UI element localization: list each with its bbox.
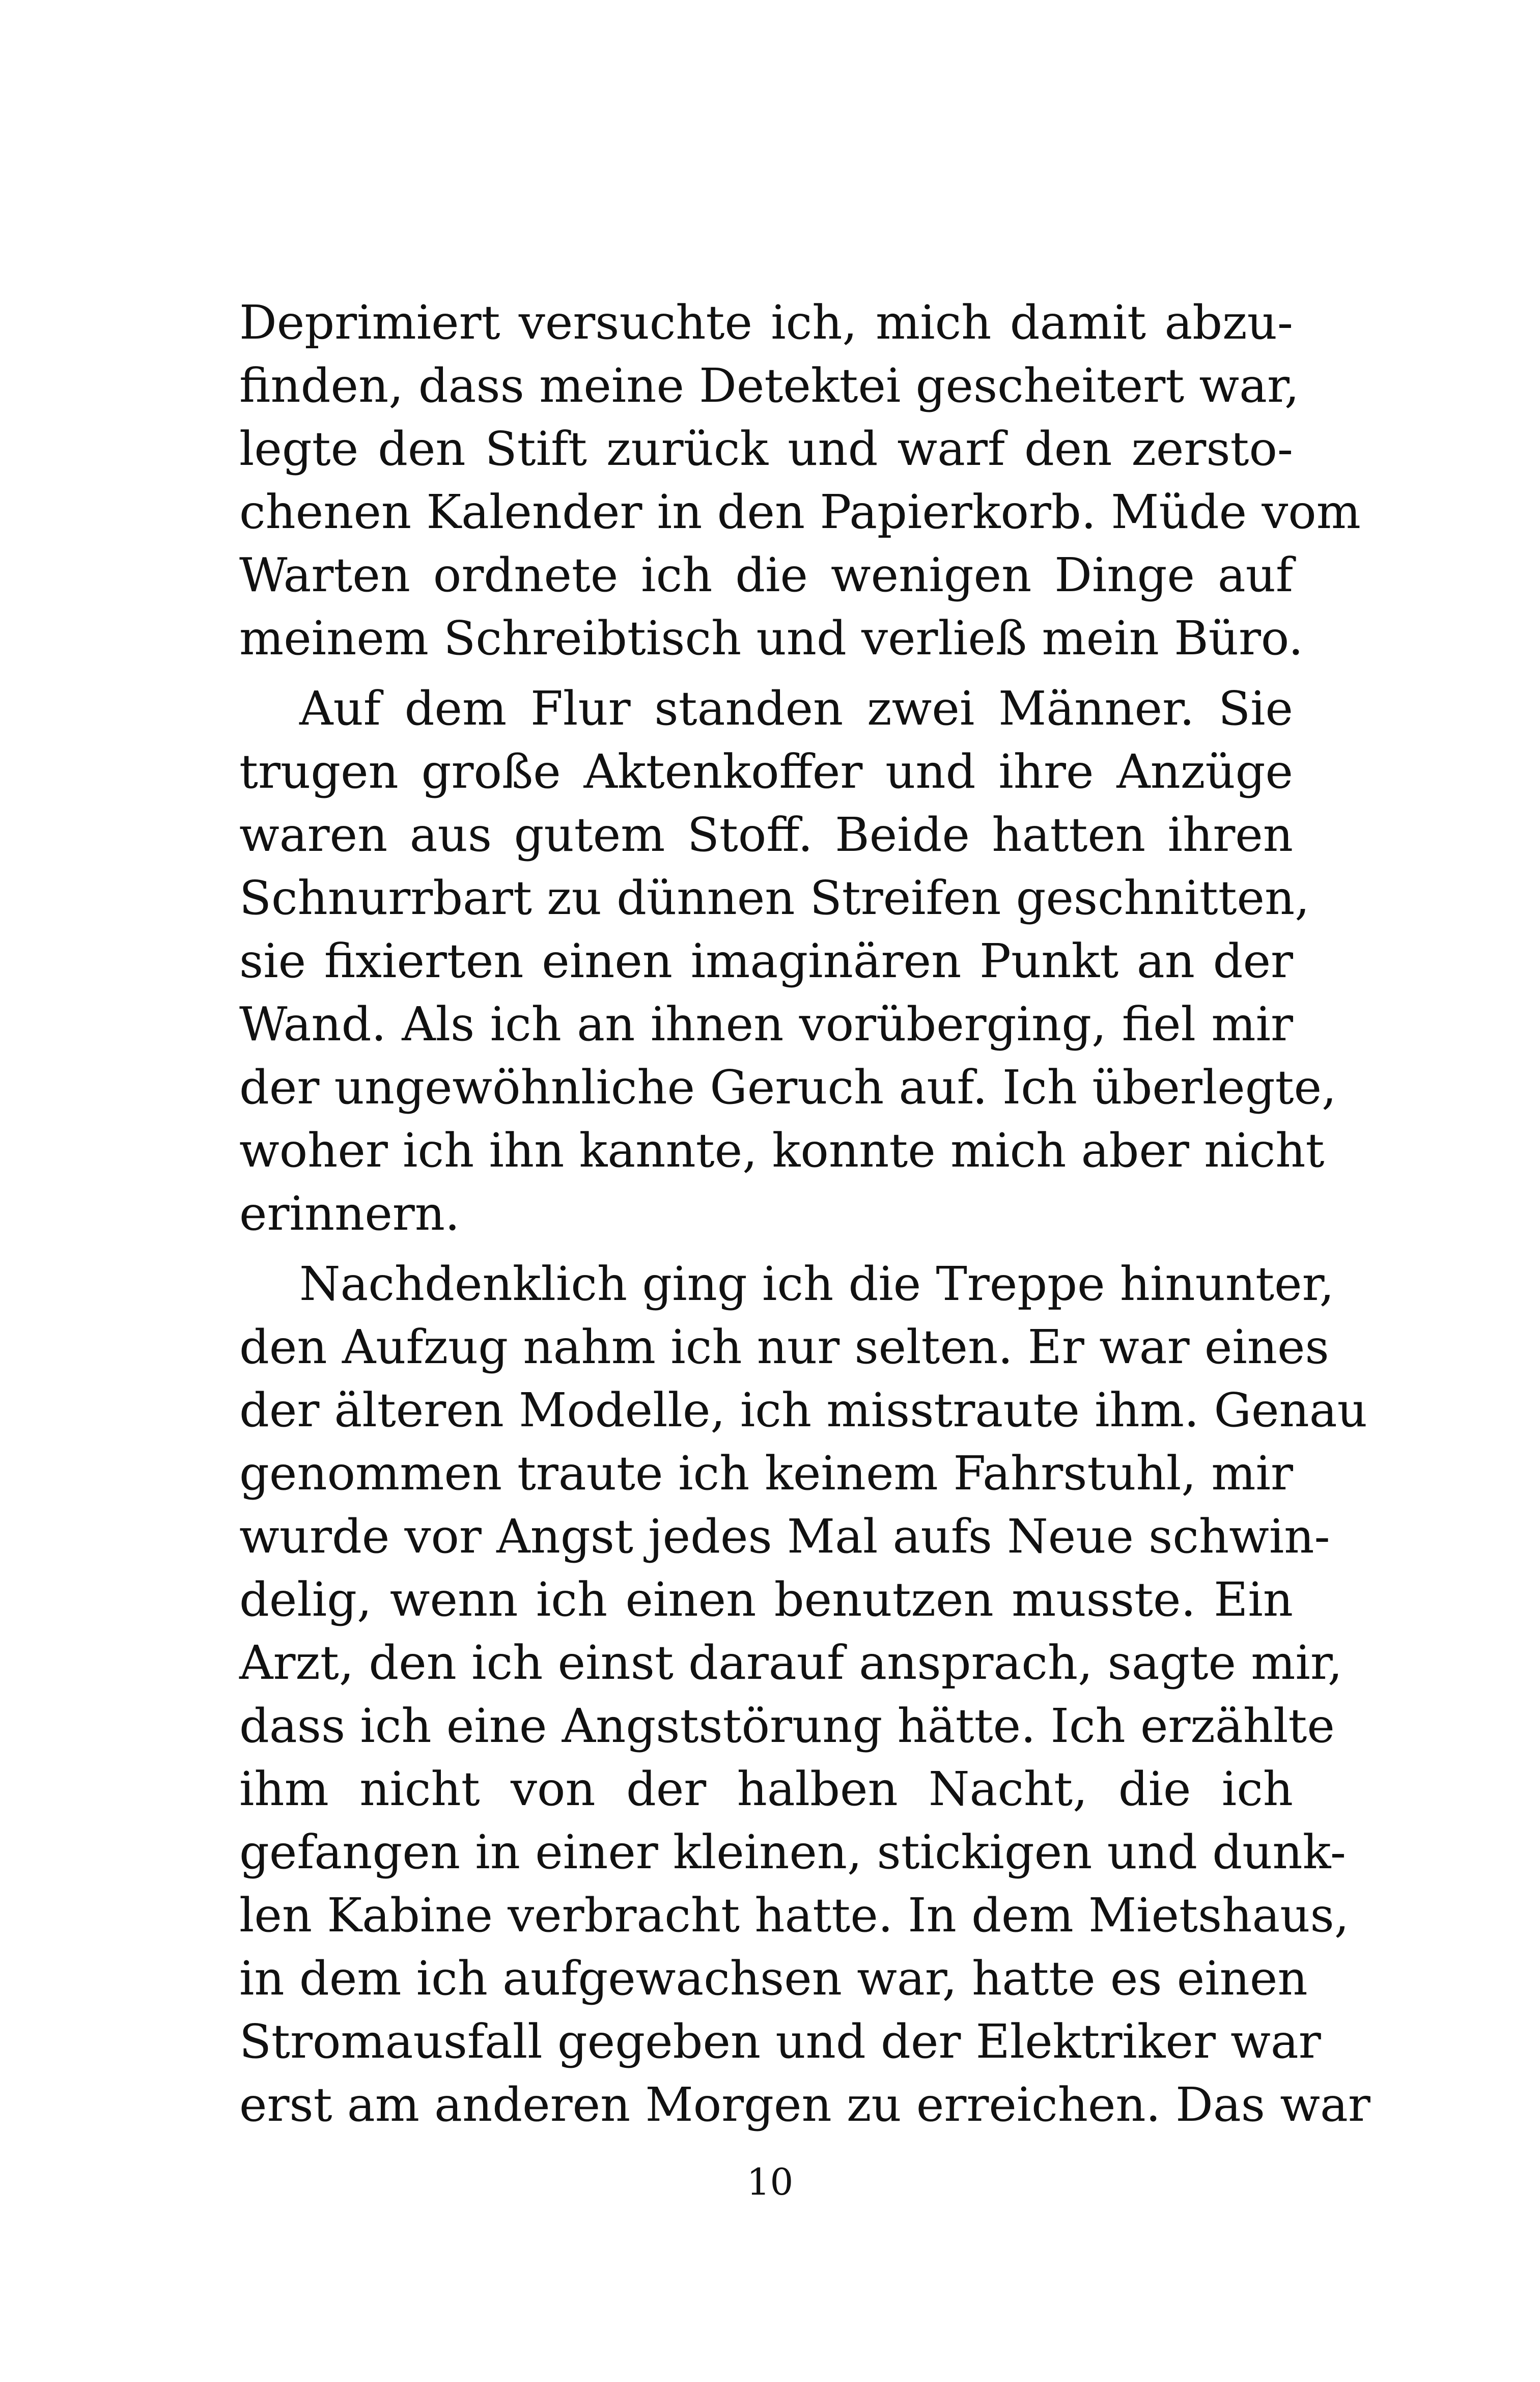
text-line: der ungewöhnliche Geruch auf. Ich überlegte, bbox=[239, 1060, 1337, 1115]
paragraph-gap bbox=[239, 1245, 1293, 1253]
text-line: in dem ich aufgewachsen war, hatte es einen bbox=[239, 1951, 1308, 2006]
text-line: Arzt, den ich einst darauf ansprach, sagte mir, bbox=[239, 1636, 1342, 1690]
text-line: wurde vor Angst jedes Mal aufs Neue schwin- bbox=[239, 1509, 1330, 1564]
text-line: waren aus gutem Stoff. Beide hatten ihren bbox=[239, 808, 1293, 862]
text-line: genommen traute ich keinem Fahrstuhl, mir bbox=[239, 1446, 1293, 1501]
text-line: trugen große Aktenkoffer und ihre Anzüge bbox=[239, 744, 1293, 799]
text-line: len Kabine verbracht hatte. In dem Mietshaus, bbox=[239, 1888, 1350, 1943]
text-line: erst am anderen Morgen zu erreichen. Das war bbox=[239, 2078, 1370, 2132]
text-line: den Aufzug nahm ich nur selten. Er war eines bbox=[239, 1320, 1329, 1374]
text-line: ihm nicht von der halben Nacht, die ich bbox=[239, 1762, 1293, 1816]
paragraph-gap bbox=[239, 670, 1293, 677]
text-line: sie fixierten einen imaginären Punkt an der bbox=[239, 934, 1293, 988]
page-number: 10 bbox=[746, 2161, 794, 2203]
text-line: der älteren Modelle, ich misstraute ihm. Genau bbox=[239, 1383, 1367, 1437]
text-line: finden, dass meine Detektei gescheitert war, bbox=[239, 358, 1300, 413]
text-line: chenen Kalender in den Papierkorb. Müde vom bbox=[239, 485, 1361, 539]
text-line: Auf dem Flur standen zwei Männer. Sie bbox=[299, 681, 1293, 736]
text-line: Stromausfall gegeben und der Elektriker war bbox=[239, 2014, 1321, 2069]
text-line: Wand. Als ich an ihnen vorüberging, fiel mir bbox=[239, 997, 1293, 1051]
text-line: erinnern. bbox=[239, 1186, 460, 1241]
text-line: gefangen in einer kleinen, stickigen und dunk- bbox=[239, 1825, 1346, 1879]
text-line: Schnurrbart zu dünnen Streifen geschnitten, bbox=[239, 871, 1310, 925]
text-line: meinem Schreibtisch und verließ mein Büro. bbox=[239, 611, 1303, 666]
text-line: woher ich ihn kannte, konnte mich aber nicht bbox=[239, 1123, 1325, 1178]
body-text bbox=[239, 291, 1370, 2137]
text-line: delig, wenn ich einen benutzen musste. Ein bbox=[239, 1572, 1293, 1627]
text-line: Warten ordnete ich die wenigen Dinge auf bbox=[239, 548, 1293, 602]
text-line: Deprimiert versuchte ich, mich damit abzu- bbox=[239, 295, 1293, 350]
text-line: Nachdenklich ging ich die Treppe hinunter, bbox=[299, 1257, 1334, 1311]
text-line: dass ich eine Angststörung hätte. Ich erzählte bbox=[239, 1699, 1335, 1753]
text-line: legte den Stift zurück und warf den zersto- bbox=[239, 422, 1293, 476]
